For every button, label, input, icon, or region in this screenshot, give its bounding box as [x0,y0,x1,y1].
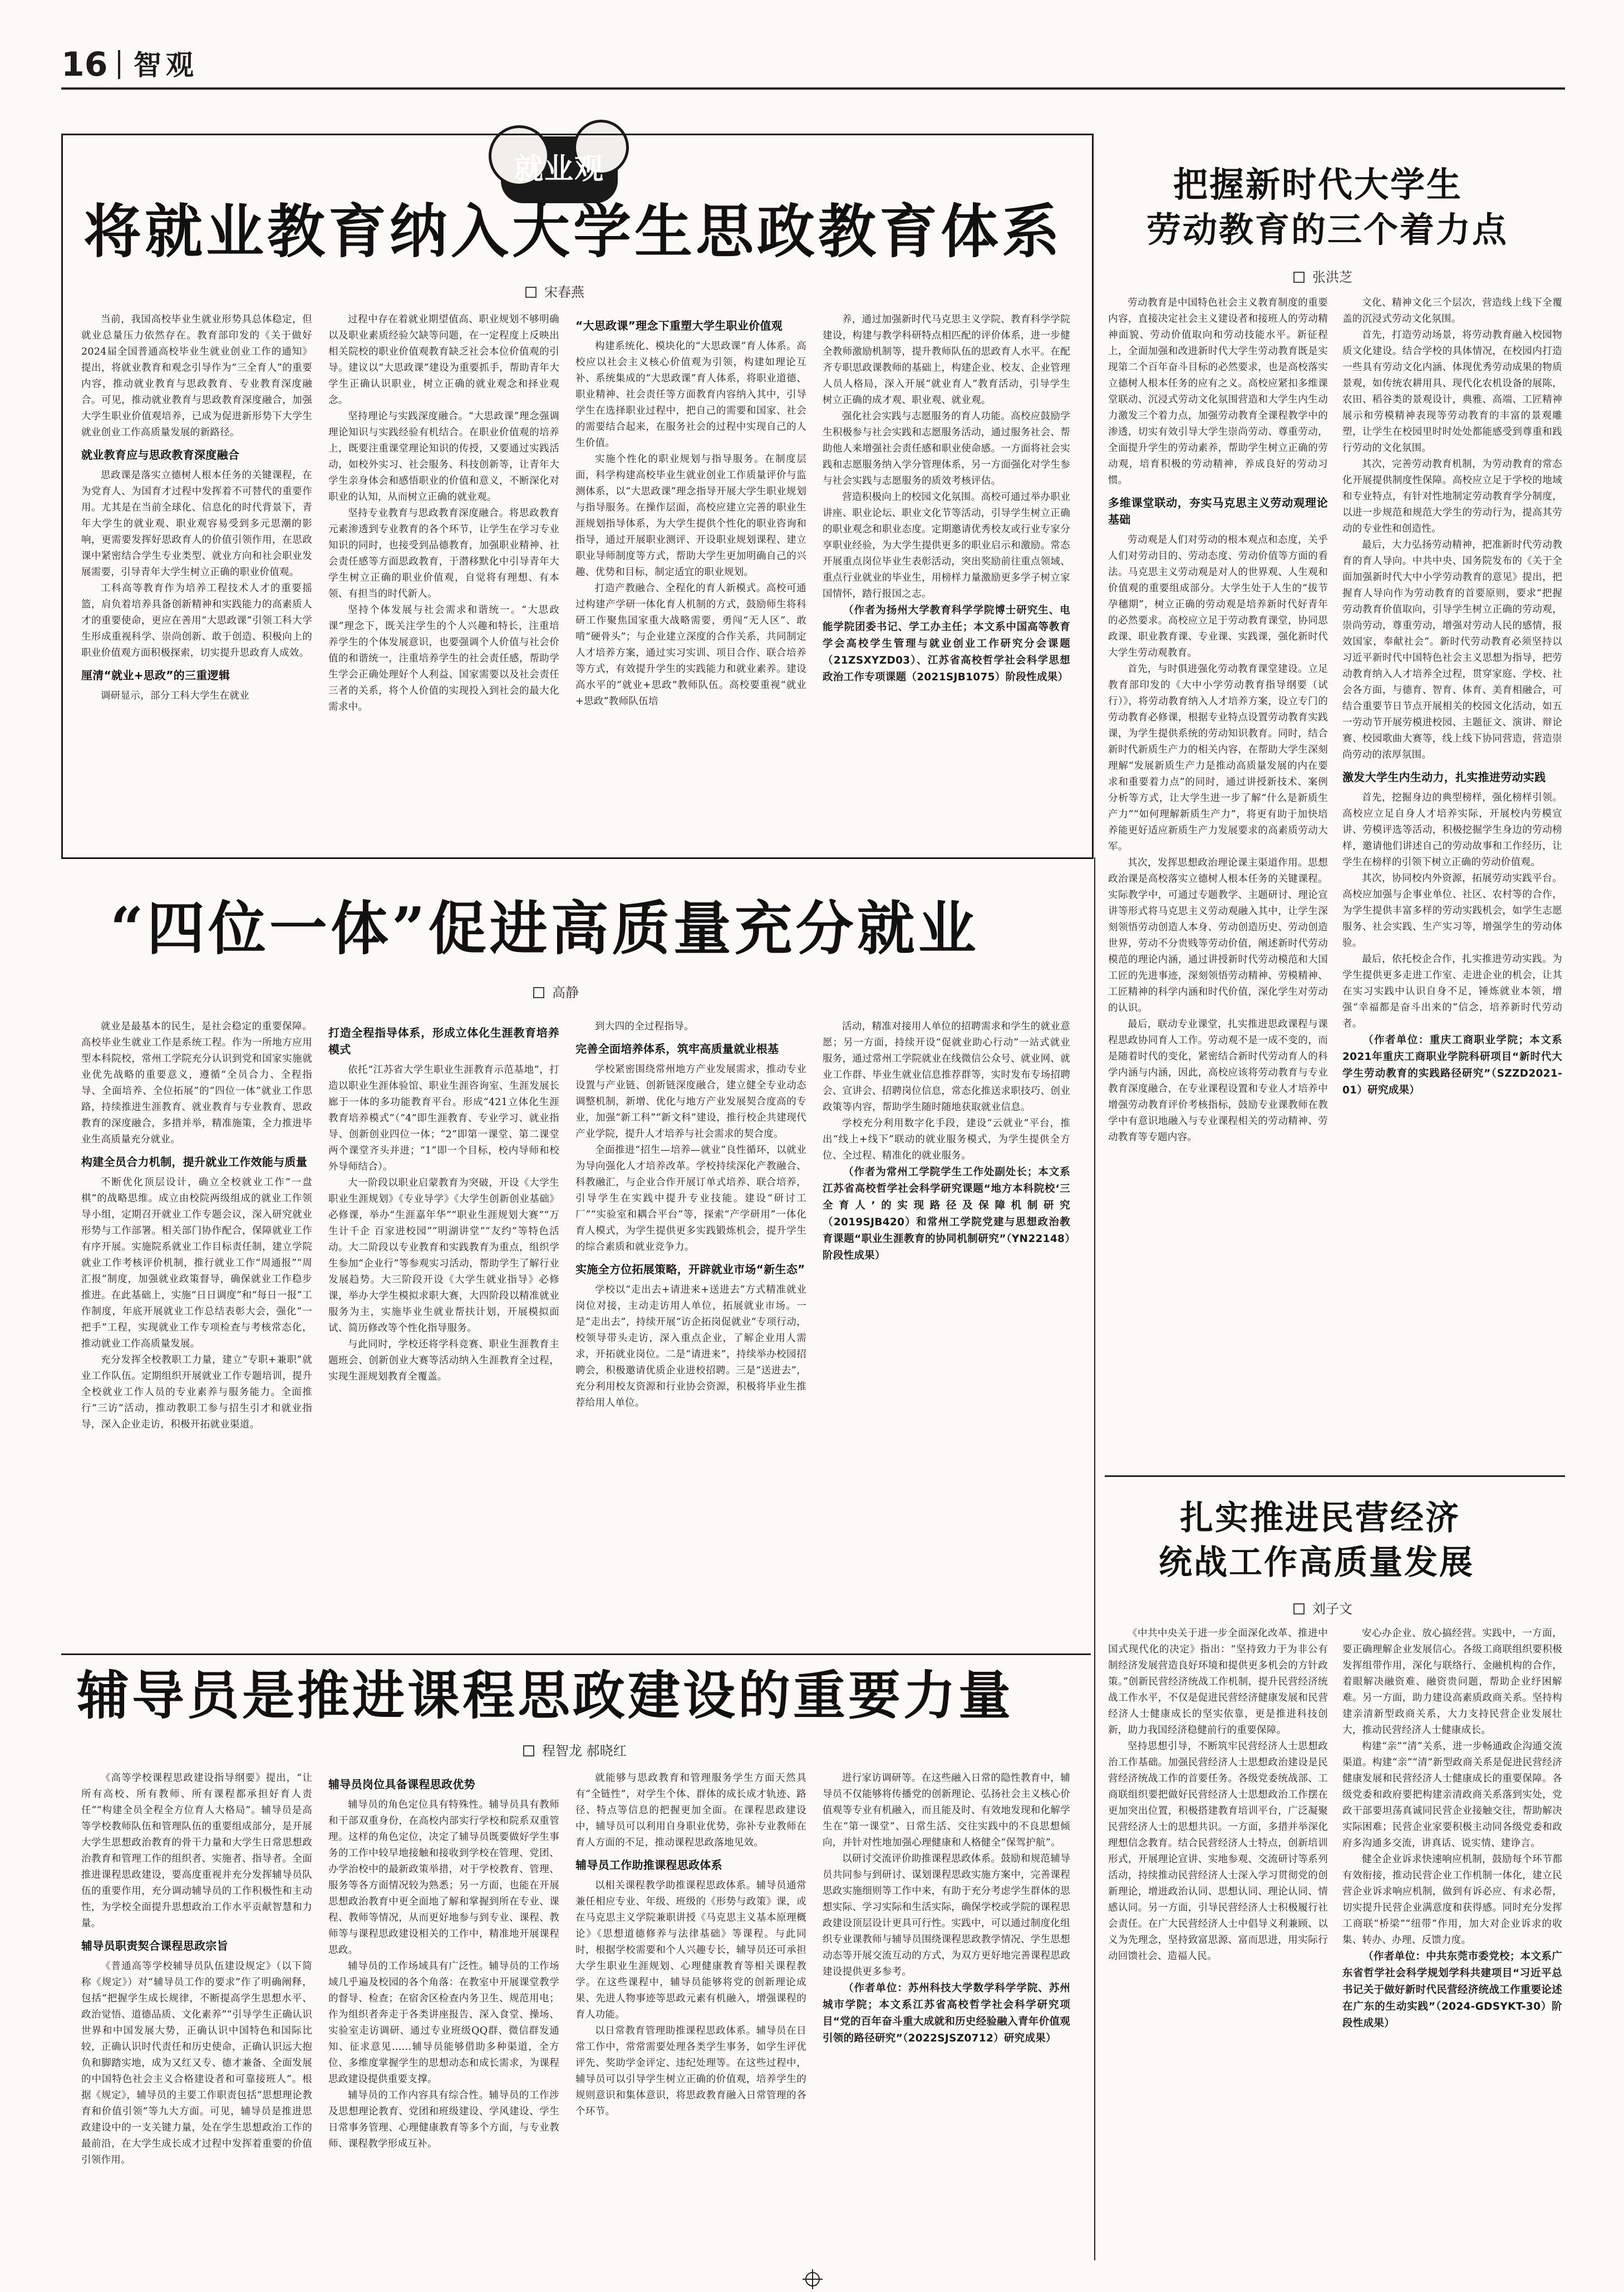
paragraph: 活动，精准对接用人单位的招聘需求和学生的就业意愿；另一方面，持续开设“促就业助心行动”一站式就业服务，通过常州工学院就业在线微信公众号、就业网、就业工作群、毕业生就业信息推荐群等，实时发布专场招聘会、宣讲会、招聘岗位信息，常态化推送求职技巧、创业政策等内容，帮助学生随时随地获取就业信息。 [823,1021,1070,1113]
article-5-col-1 [1108,1626,1328,2255]
paragraph: 当前，我国高校毕业生就业形势具总体稳定，但就业总量压力依然存在。教育部印发的《关于做好2024届全国普通高校毕业生就业创业工作的通知》提出，将就业教育和观念引导作为“三全育人”的重要内容，推动就业教育与思政教育、专业教育深度融合。可见，推动就业教育与思政教育深度融合，加强大学生职业价值观培养，已成为促进新形势下大学生就业创业工作高质量发展的新路径。 [81,314,312,438]
paragraph: 其次，发挥思想政治理论课主渠道作用。思想政治课是高校落实立德树人根本任务的关键课程。实际教学中，可通过专题教学、主题研讨、理论宣讲等形式将马克思主义劳动观融入其中，让学生深刻领悟劳动创造人本身、劳动创造历史、劳动创造世界，劳动不分贵贱等劳动价值，阐述新时代劳动模范的理论内涵，通过讲授新时代劳动模范和大国工匠的先进事迹，深刻领悟劳动精神、劳模精神、工匠精神的科学内涵和时代价值，深化学生对劳动的认识。 [1108,857,1328,1014]
article-5-title-line-1: 扎实推进民营经济 [1180,1499,1460,1538]
article-4-byline [523,1740,627,1759]
article-3-col-1 [81,1019,312,1642]
subheading: 构建全员合力机制，提升就业工作效能与质量 [81,1155,307,1169]
article-2-col-1 [1108,295,1328,1475]
paragraph: 坚持个体发展与社会需求和谐统一。“大思政课”理念下，既关注学生的个人兴趣和特长，注重培养学生的个体发展意识，也要强调个人价值与社会价值的和谐统一，注重培养学生的社会责任感，帮助学生学会正确处理好个人利益、国家需要以及社会责任三者的关系，将个人价值的实现投入到社会的最大化需求中。 [328,605,559,713]
paragraph: 《中共中央关于进一步全面深化改革、推进中国式现代化的决定》指出：“坚持致力于为非公有制经济发展营造良好环境和提供更多机会的方针政策。”创新民营经济统战工作机制，提升民营经济统战工作水平，不仅是促进民营经济健康发展和民营经济人士健康成长的坚实依靠，更是推进科技创新，助力我国经济稳健前行的重要保障。 [1108,1628,1328,1736]
paragraph: 养，通过加强新时代马克思主义学院、教育科学学院建设，构建与教学科研特点相匹配的评价体系，进一步健全教师激励机制等，提升教师队伍的思政育人水平。在配齐专职思政课教师的基础上，构建企业、校友、企业管理人员人格局，深入开展“就业育人”教育活动，引导学生树立正确的成才观、职业观、就业观。 [823,314,1070,406]
paragraph: 坚持专业教育与思政教育深度融合。将思政教育元素渗透到专业教育的各个环节，让学生在学习专业知识的同时，也接受到品德教育，加强职业精神、社会责任感等方面思政教育，于潜移默化中引导青年大学生树立正确的职业价值观，自觉将有理想、有本领、有担当的时代新人。 [328,508,559,600]
paragraph: 思政课是落实立德树人根本任务的关键课程，在为党育人、为国育才过程中发挥着不可替代的重要作用。尤其是在当前全球化、信息化的时代背景下，青年大学生的就业观、职业观容易受到多元思潮的影响，更需要发挥好思政育人的价值引领作用，在思政课中紧密结合学生专业类型、就业方向和社会职业发展需要，引导青年大学生树立正确的职业价值观。 [81,470,312,578]
paragraph: 《高等学校课程思政建设指导纲要》提出，“让所有高校、所有教师、所有课程都承担好育人责任”“构建全员全程全方位育人大格局”。辅导员是高等学校教师队伍和管理队伍的重要组成部分，是开展大学生思想政治教育的骨干力量和大学生日常思想政治教育和管理工作的组织者、实施者、指导者。全面推进课程思政建设，要高度重视并充分发挥辅导员队伍的重要作用，充分调动辅导员的工作积极性和主动性，为学校全面提升思想政治工作水平贡献智慧和力量。 [81,1773,312,1929]
subheading: 辅导员岗位具备课程思政优势 [328,1778,475,1791]
subheading: 就业教育应与思政教育深度融合 [81,448,240,462]
article-2-title-line-1: 把握新时代大学生 [1173,164,1463,205]
article-4-author: 程智龙 郝晓红 [542,1743,627,1759]
paragraph: 到大四的全过程指导。 [595,1021,694,1032]
article-1-title: 将就业教育纳入大学生思政教育体系 [83,197,1064,266]
subheading: 辅导员工作助推课程思政体系 [575,1858,722,1872]
section-divider [1105,1475,1565,1477]
section-divider [61,1653,1091,1655]
article-3-col-3 [575,1019,806,1642]
paragraph: 与此同时，学校还将学科竞赛、职业生涯教育主题班会、创新创业大赛等活动纳入生涯教育全过程，实现生涯规划教育全覆盖。 [328,1339,559,1382]
subheading: 实施全方位拓展策略，开辟就业市场“新生态” [575,1263,805,1276]
paragraph: 构建“亲”“清”关系，进一步畅通政企沟通交流渠道。构建“亲”“清”新型政商关系是促进民营经济健康发展和民营经济人士健康成长的重要保障。各级党委和政府要把构建亲清政商关系落到实处，党政干部要坦荡真诚同民营企业接触交往，帮助解决实际困难；民营企业家要积极主动同各级党委和政府多沟通多交流，讲真话、说实情、建诤言。 [1342,1741,1562,1849]
paragraph: 以研讨交流评价助推课程思政体系。鼓励和规范辅导员共同参与到研讨、谋划课程思政实施方案中，完善课程思政实施细则等工作中来，有助于充分考虑学生群体的思想实际、学习实际和生活实际，确保学校或学院的课程思政建设顶层设计更具可行性。实践中，可以通过制度化组织专业课教师与辅导员围绕课程思政教学情况、学生思想动态等开展交流互动的方式，为双方更好地完善课程思政建设提供更多参考。 [823,1853,1070,1977]
article-2-author: 张洪芝 [1312,269,1352,285]
paragraph: 最后，大力弘扬劳动精神，把准新时代劳动教育的育人导向。中共中央、国务院发布的《关于全面加强新时代大中小学劳动教育的意见》提出，把握育人导向作为劳动教育的首要原则，要求“把握劳动教育价值取向，引导学生树立正确的劳动观，崇尚劳动，尊重劳动，增强对劳动人民的感情，报效国家，奉献社会”。新时代劳动教育必须坚持以习近平新时代中国特色社会主义思想为指导，把劳动教育纳入人才培养全过程，贯穿家庭、学校、社会各方面，与德育、智育、体育、美育相融合，可结合重要节日节点开展相关的校园文化活动，如五一劳动节开展劳模进校园、主题征文、演讲、辩论赛、校园歌曲大赛等，线上线下协同营造，营造崇尚劳动的浓厚氛围。 [1342,539,1562,760]
paragraph: 其次，协同校内外资源，拓展劳动实践平台。高校应加强与企事业单位、社区、农村等的合作，为学生提供丰富多样的劳动实践机会，如学生志愿服务、社会实践、生产实习等，增强学生的劳动体验。 [1342,873,1562,949]
paragraph: 辅导员的工作内容具有综合性。辅导员的工作涉及思想理论教育、党团和班级建设、学风建设、学生日常事务管理、心理健康教育等多个方面，与专业教师、课程教学形成互补。 [328,2090,559,2149]
column-divider [1094,857,1095,2260]
page-number: 16 [61,45,108,84]
author-note: （作者为扬州大学教育科学学院博士研究生、电能学院团委书记、学工办主任；本文系中国高等教育学会高校学生管理与就业创业工作研究分会课题（21ZSXYZD03）、江苏省高校哲学社会科学思想政治工作专项课题（2021SJB1075）阶段性成果） [823,605,1070,683]
paragraph: 安心办企业、放心搞经营。实践中，一方面，要正确理解企业发展信心。各级工商联组织要积极发挥组带作用，深化与联络行、金融机构的合作，着眼解决融资难、融资贵问题，帮助企业纾困解难。另一方面，助力建设高素质政商关系。坚持构建亲清新型政商关系，大力支持民营企业发展壮大，推动民营经济人士健康成长。 [1342,1628,1562,1736]
subheading: 激发大学生内生动力，扎实推进劳动实践 [1342,770,1546,784]
article-1-col-3 [575,312,806,835]
paragraph: 学校充分利用数字化手段，建设“云就业”平台，推出“线上+线下”联动的就业服务模式，为学生提供全方位、全过程、精准化的就业服务。 [823,1118,1070,1161]
paragraph: 打造产教融合、全程化的育人新模式。高校可通过构建产学研一体化育人机制的方式，鼓励师生将科研工作聚焦国家重大战略需要，勇闯“无人区”、敢啃“硬骨头”；与企业建立深度的合作关系，共同制定人才培养方案，通过实习实训、项目合作、联合培养等方式，有效提升学生的实践能力和就业素养。建设高水平的“就业+思政”教师队伍。高校要重视“就业+思政”教师队伍培 [575,583,806,707]
paragraph: 强化社会实践与志愿服务的育人功能。高校应鼓励学生积极参与社会实践和志愿服务活动，通过服务社会、帮助他人来增强社会责任感和职业使命感。一方面将社会实践和志愿服务纳入学分管理体系，另一方面强化对学生参与社会实践与志愿服务的质效考核评估。 [823,411,1070,487]
paragraph: 依托“江苏省大学生职业生涯教育示范基地”，打造以职业生涯体验馆、职业生涯咨询室、生涯发展长廊于一体的多功能教育平台。形成“421立体化生涯教育培养模式”（“4”即生涯教育、专业学习、就业指导、创新创业四位一体；“2”即第一课堂、第二课堂两个课堂齐头并进；“1”即一个目标，校内导师和校外导师结合）。 [328,1064,559,1172]
article-4-title: 辅导员是推进课程思政建设的重要力量 [77,1665,1014,1726]
paragraph: 健全企业诉求快速响应机制，鼓励每个环节都有效衔接，推动民营企业工作机制一体化，建立民营企业诉求响应机制，做到有诉必应、有求必帮，切实提升民营企业满意度和获得感。同时充分发挥工商联“桥梁”“纽带”作用，加大对企业诉求的收集、转办、办理、反馈力度。 [1342,1854,1562,1946]
article-4-col-1 [81,1770,312,2255]
paragraph: 工科高等教育作为培养工程技术人才的重要摇篮，肩负着培养具备创新精神和实践能力的高素质人才的重要使命，更应在善用“大思政课”引领工科大学生形成重视科学、崇尚创新、敢于创造、积极向上的职业价值观方面积极探索，切实提升思政育人成效。 [81,583,312,659]
column-logo-text: 就业观 [514,153,604,186]
article-1-col-1 [81,312,312,835]
author-note: （作者为常州工学院学生工作处副处长；本文系江苏省高校哲学社会科学研究课题“地方本科院校‘三全育人’的实现路径及保障机制研究（2019SJB420）和常州工学院党建与思想政治教育课题“职业生涯教育的协同机制研究”（YN22148）阶段性成果） [823,1166,1070,1262]
article-2-col-2 [1342,295,1562,1475]
article-4-col-4 [823,1770,1070,2255]
paragraph: 文化、精神文化三个层次，营造线上线下全覆盖的沉浸式劳动文化氛围。 [1342,297,1562,325]
subheading: 辅导员职责契合课程思政宗旨 [81,1939,228,1952]
byline-square-icon [1293,1603,1305,1614]
paragraph: 就业是最基本的民生，是社会稳定的重要保障。高校毕业生就业工作是系统工程。作为一所地方应用型本科院校，常州工学院充分认识到党和国家实施就业优先战略的重要意义，遵循“全员合力、全程指导、全面培养、全位拓展”的“四位一体”就业工作思路，持续推进生涯教育、就业教育与专业教育、思政教育的深度融合，多措并举，精准施策，全力推进毕业生高质量充分就业。 [81,1021,312,1145]
subheading: “大思政课”理念下重塑大学生职业价值观 [575,319,783,332]
paragraph: 《普通高等学校辅导员队伍建设规定》（以下简称《规定》）对“辅导员工作的要求”作了明确阐释，包括“把握学生成长规律，不断提高学生思想水平、政治觉悟、道德品质、文化素养”“引导学生正确认识世界和中国发展大势，正确认识中国特色和国际比较，正确认识时代责任和历史使命，正确认识远大抱负和脚踏实地，成为又红又专、德才兼备、全面发展的中国特色社会主义合格建设者和可靠接班人”。根据《规定》，辅导员的主要工作职责包括“思想理论教育和价值引领”等九大方面。可见，辅导员是推进思政建设中的一支关键力量，处在学生思想政治工作的最前沿，在大学生成长成才过程中发挥着重要的价值引领作用。 [81,1961,312,2166]
article-3-author: 高静 [552,985,579,1000]
paragraph: 其次，完善劳动教育机制，为劳动教育的常态化开展提供制度性保障。高校应立足于学校的地域和专业特点，有针对性地制定劳动教育学分制度，以进一步规范和规范大学生的劳动行为，提高其劳动的专业性和创造性。 [1342,459,1562,534]
byline-square-icon [533,987,544,998]
paragraph: 劳动观是人们对劳动的根本观点和态度，关乎人们对劳动目的、劳动态度、劳动价值等方面的看法。马克思主义劳动观是对人的世界观、人生观和价值观的重要组成部分。大学生处于人生的“拔节孕穗期”，树立正确的劳动观是培养新时代好青年的必然要求。高校应立足于劳动教育课堂，协同思政课、职业教育课、专业课、实践课，强化新时代大学生劳动观教育。 [1108,534,1328,659]
article-3-col-2 [328,1019,559,1642]
paragraph: 大一阶段以职业启蒙教育为突破，开设《大学生职业生涯规划》《专业导学》《大学生创新创业基础》必修课，举办“生涯嘉年华”“职业生涯规划大赛”“万生计千企 百家进校园”“明湖讲堂”“友约”等特色活动。大二阶段以专业教育和实践教育为重点，组织学生参加“企业行”等参观实习活动，帮助学生了解行业发展趋势。大三阶段开设《大学生就业指导》必修课，举办大学生模拟求职大赛，大四阶段以精准就业服务为主，实施毕业生就业帮扶计划，开展模拟面试、简历修改等个性化指导服务。 [328,1177,559,1334]
byline-square-icon [1293,272,1305,283]
article-4-col-3 [575,1770,806,2255]
paragraph: 构建系统化、模块化的“大思政课”育人体系。高校应以社会主义核心价值观为引领，构建如理论互补、系统集成的“大思政课”育人体系，将职业道德、职业精神、社会责任等方面教育内容纳入其中，引导学生在选择职业过程中，把自己的需要和国家、社会的需要结合起来，在服务社会的过程中实现自己的人生价值。 [575,341,806,449]
article-2-title-line-2: 劳动教育的三个着力点 [1146,209,1509,250]
paragraph: 辅导员的角色定位具有特殊性。辅导员具有教师和干部双重身份，在高校内部实行学校和院系双重管理。这样的角色定位，决定了辅导员既要做好学生事务的工作中较早地接触和接收到学校在管理、党团、办学治校中的最新政策举措，对于学校教育、管理、服务等各方面情况较为熟悉；另一方面，也能在开展思想政治教育中更全面地了解和掌握到所在专业、课程、教师等情况，从而更好地参与到专业、课程、教师等与课程思政建设相关的工作中，精准地开展课程思政。 [328,1799,559,1956]
article-5-title-line-2: 统战工作高质量发展 [1159,1543,1474,1582]
author-note: （作者单位：中共东莞市委党校；本文系广东省哲学社会科学规划学科共建项目“习近平总书记关于做好新时代民营经济统战工作重要论述在广东的生动实践”（2024-GDSYKT-30）阶段性成果） [1342,1951,1562,2029]
paragraph: 首先，与时俱进强化劳动教育课堂建设。立足教育部印发的《大中小学劳动教育指导纲要（试行）》，将劳动教育纳入人才培养方案，设立专门的劳动教育必修课，根据专业特点设置劳动教育实践课，为学生提供系统的劳动知识教育。同时，结合新时代新质生产力的相关内容，在帮助大学生深刻理解“发展新质生产力是推动高质量发展的内在要求和重要着力点”的同时，通过讲授新技术、案例分析等方式，让大学生进一步了解“什么是新质生产力”“如何理解新质生产力”，将更有助于加快培养能更好适应新质生产力发展要求的高素质劳动大军。 [1108,664,1328,852]
paragraph: 全面推进“招生—培养—就业”良性循环，以就业为导向强化人才培养改革。学校持续深化产教融合、科教融汇，与企业合作开展订单式培养、联合培养，引导学生在实践中提升专业技能。建设“研讨工厂”“实验室和耦合平台”等，探索“产学研用”一体化育人模式，为学生提供更多实践锻炼机会，提升学生的综合素质和就业竞争力。 [575,1145,806,1253]
article-2-byline [1293,266,1352,286]
author-note: （作者单位：苏州科技大学数学科学学院、苏州城市学院；本文系江苏省高校哲学社会科学研究项目“党的百年奋斗重大成就和历史经验融入青年价值观引领的路径研究”（2022SJSZ0712）研究成果） [823,1982,1070,2044]
paragraph: 就能够与思政教育和管理服务学生方面天然具有“全链性”，对学生个体、群体的成长成才轨迹、路径、特点等信息的把握更加全面。在课程思政建设中，辅导员可以利用自身职业优势，弥补专业教师在育人方面的不足，推动课程思政落地见效。 [575,1773,806,1848]
paragraph: 以相关课程教学助推课程思政体系。辅导员通常兼任相应专业、年级、班级的《形势与政策》课，或在马克思主义学院兼职讲授《马克思主义基本原理概论》《思想道德修养与法律基础》等课程。与此同时，根据学校需要和个人兴趣专长，辅导员还可承担大学生职业生涯规划、心理健康教育等相关课程教学。在这些课程中，辅导员能够将党的创新理论成果、先进人物事迹等思政元素有机融入，增强课程的育人功能。 [575,1880,806,2020]
paragraph: 最后，联动专业课堂，扎实推进思政课程与课程思政协同育人工作。劳动观不是一成不变的，而是随着时代的变化，紧密结合新时代劳动育人的科学内涵与内涵，因此，高校应该将劳动教育与专业教育深度融合，在专业课程设置和专业人才培养中增强劳动教育评价考核指标，鼓励专业课教师在教学中有意识地融入与专业课程相关的劳动精神、劳动教育等专题内容。 [1108,1019,1328,1143]
article-1-col-2 [328,312,559,835]
paragraph: 首先，挖掘身边的典型榜样，强化榜样引领。高校应立足自身人才培养实际，开展校内劳模宣讲、劳模评选等活动，积极挖掘学生身边的劳动榜样，邀请他们讲述自己的劳动故事和工作经历，让学生在榜样的引领下树立正确的劳动价值观。 [1342,792,1562,868]
paragraph: 学校紧密围绕常州地方产业发展需求，推动专业设置与产业链、创新链深度融合，建立健全专业动态调整机制，新增、优化与地方产业发展契合度高的专业，加强“新工科”“新文科”建设，推行校企共建现代产业学院，提升人才培养与社会需求的契合度。 [575,1064,806,1140]
paragraph: 实施个性化的职业规划与指导服务。在制度层面，科学构建高校毕业生就业创业工作质量评价与监测体系，以“大思政课”理念指导开展大学生职业规划与指导服务。在操作层面，高校应建立完善的职业生涯规划指导体系，为大学生提供个性化的职业咨询和指导，通过开展职业测评、开设职业规划课程、建立职业导师制度等方式，帮助大学生更加明确自己的兴趣、优势和目标，制定适宜的职业规划。 [575,454,806,578]
paragraph: 辅导员的工作场域具有广泛性。辅导员的工作场域几乎遍及校园的各个角落：在教室中开展课堂教学的督导、检查；在宿舍区检查内务卫生、规范用电；作为组织者奔走于各类讲座报告、深入食堂、操场、实验室走访调研、通过专业班级QQ群、微信群发通知、征求意见……辅导员能够借助多种渠道，全方位、多维度掌握学生的思想动态和成长需求，为课程思政建设提供重要支撑。 [328,1961,559,2085]
header-divider-vertical [118,50,120,79]
byline-square-icon [525,287,537,298]
paragraph: 充分发挥全校教职工力量，建立“专职+兼职”就业工作队伍。定期组织开展就业工作专题培训，提升全校就业工作人员的专业素养与服务能力。全面推行“三访”活动，推动教职工参与招生引才和就业指导，深入企业走访，积极开拓就业渠道。 [81,1354,312,1430]
article-5-col-2 [1342,1626,1562,2255]
paragraph: 首先，打造劳动场景，将劳动教育融入校园物质文化建设。结合学校的具体情况，在校园内打造一些具有劳动文化内涵、体现优秀劳动成果的物质景观，如传统农耕用具、现代化农机设备的展陈，农田、稻谷类的景观设计，典雅、高端、工匠精神展示和劳模精神表现等劳动教育的丰富的景观雕塑，让学生在校园里时时处处都能感受到尊重和践行劳动的文化氛围。 [1342,330,1562,454]
article-1-col-4 [823,312,1070,835]
paragraph: 过程中存在着就业期望值高、职业规划不够明确以及职业素质经验欠缺等问题，在一定程度上反映出相关院校的职业价值观教育缺乏社会本位价值观的引导。建议以“大思政课”建设为重要抓手，帮助青年大学生正确认识职业，树立正确的就业观念和择业观念。 [328,314,559,406]
registration-mark-icon [801,2268,824,2290]
article-1-byline [525,281,584,301]
author-note: （作者单位：重庆工商职业学院；本文系2021年重庆工商职业学院科研项目“新时代大学生劳动教育的实践路径研究”（SZZD2021-01）研究成果） [1342,1034,1562,1096]
paragraph: 营造积极向上的校园文化氛围。高校可通过举办职业讲座、职业论坛、职业文化节等活动，引导学生树立正确的职业观念和职业态度。定期邀请优秀校友或行业专家分享职业经验，为大学生提供更多的职业启示和激励。常态开展重点岗位毕业生表彰活动，突出奖励前往重点领域、重点行业就业的毕业生，用榜样力量激励更多学子树立家国情怀，踏行报国之志。 [823,492,1070,600]
section-name: 智观 [134,48,198,81]
paragraph: 以日常教育管理助推课程思政体系。辅导员在日常工作中，常常需要处理各类学生事务，如学生评优评先、奖助学金评定、违纪处理等。在这些过程中，辅导员可以引导学生树立正确的价值观，培养学生的规则意识和集体意识，将思政教育融入日常管理的各个环节。 [575,2025,806,2117]
byline-square-icon [523,1745,534,1756]
paragraph: 调研显示，部分工科大学生在就业 [101,690,249,701]
paragraph: 劳动教育是中国特色社会主义教育制度的重要内容，直接决定社会主义建设者和接班人的劳动精神面貌、劳动价值取向和劳动技能水平。新征程上，全面加强和改进新时代大学生劳动教育既是实现第二个百年奋斗目标的必然要求，也是高校落实立德树人根本任务的应有之义。高校应紧扣多维课堂联动、沉浸式劳动文化氛围营造和大学生内生动力激发三个着力点，加强劳动教育全课程教学中的渗透，切实有效引导大学生崇尚劳动、尊重劳动，全面提升学生的劳动素养，帮助学生树立正确的劳动观，培育积极的劳动精神，养成良好的劳动习惯。 [1108,297,1328,486]
article-1-author: 宋春燕 [544,284,584,300]
article-5-byline [1293,1598,1352,1617]
article-4-col-2 [328,1770,559,2255]
paragraph: 坚持思想引导，不断筑牢民营经济人士思想政治工作基础。加强民营经济人士思想政治建设是民营经济统战工作的首要任务。各级党委统战部、工商联组织要把做好民营经济人士思想政治工作摆在更加突出位置，积极搭建教育培训平台，广泛凝聚民营经济人士的思想共识。一方面，多措并举深化理想信念教育。结合民营经济人士特点，创新培训形式，开展理论宣讲、实地参观、交流研讨等系列活动，持续推动民营经济人士深入学习贯彻党的创新理论，增进政治认同、思想认同、理论认同、情感认同。另一方面，引导民营经济人士积极履行社会责任。在广大民营经济人士中倡导义利兼顾、以义为先理念，坚持致富思源、富而思进，用实际行动回馈社会、造福人民。 [1108,1741,1328,1962]
subheading: 多维课堂联动，夯实马克思主义劳动观理论基础 [1108,496,1328,526]
header-rule [61,87,1565,90]
subheading: 厘清“就业+思政”的三重逻辑 [81,669,230,682]
article-3-byline [533,981,579,1001]
paragraph: 进行家访调研等。在这些融入日常的隐性教育中，辅导员不仅能够将传播党的创新理论、弘扬社会主义核心价值观等专业有机融入，而且能及时、有效地发现和化解学生在“第一课堂”、日常生活、交往实践中的不良思想倾向，并针对性地加强心理健康和人格健全“保驾护航”。 [823,1773,1070,1848]
subheading: 完善全面培养体系，筑牢高质量就业根基 [575,1042,779,1056]
paragraph: 最后，依托校企合作，扎实推进劳动实践。为学生提供更多走进工作室、走进企业的机会，让其在实习实践中认识自身不足，锤炼就业本领，增强“幸福都是奋斗出来的”信念，培养新时代劳动者。 [1342,954,1562,1029]
paragraph: 坚持理论与实践深度融合。“大思政课”理念强调理论知识与实践经验有机结合。在职业价值观的培养上，既要注重课堂理论知识的传授，又要通过实践活动，如校外实习、社会服务、科技创新等，让青年大学生亲身体会和感悟职业的价值和意义，不断深化对职业的认知，从而树立正确的就业观。 [328,411,559,503]
article-3-title: “四位一体”促进高质量充分就业 [110,894,980,963]
paragraph: 不断优化顶层设计，确立全校就业工作“一盘棋”的战略思维。成立由校院两级组成的就业工作领导小组，定期召开就业工作专题会议，深入研究就业形势与工作部署。相关部门协作配合，保障就业工作有序开展。实施院系就业工作目标责任制，建立学院就业工作考核评价机制，推行就业工作“周通报”“周汇报”制度，加强就业政策督导，确保就业工作稳步推进。在此基础上，实施“日日调度”和“每日一报”工作制度，年底开展就业工作总结表彰大会，强化“一把手”工程，实现就业工作专项检查与考核常态化，推动就业工作高质量发展。 [81,1177,312,1349]
subheading: 打造全程指导体系，形成立体化生涯教育培养模式 [328,1026,559,1056]
article-3-col-4 [823,1019,1070,1642]
paragraph: 学校以“走出去+请进来+送进去”方式精准就业岗位对接，主动走访用人单位，拓展就业市场。一是“走出去”，持续开展“访企拓岗促就业”专项行动，校领导带头走访，深入重点企业，了解企业用人需求，开拓就业岗位。二是“请进来”，持续举办校园招聘会，积极邀请优质企业进校招聘。三是“送进去”，充分利用校友资源和行业协会资源，积极将毕业生推荐给用人单位。 [575,1284,806,1408]
article-5-author: 刘子文 [1312,1601,1352,1617]
